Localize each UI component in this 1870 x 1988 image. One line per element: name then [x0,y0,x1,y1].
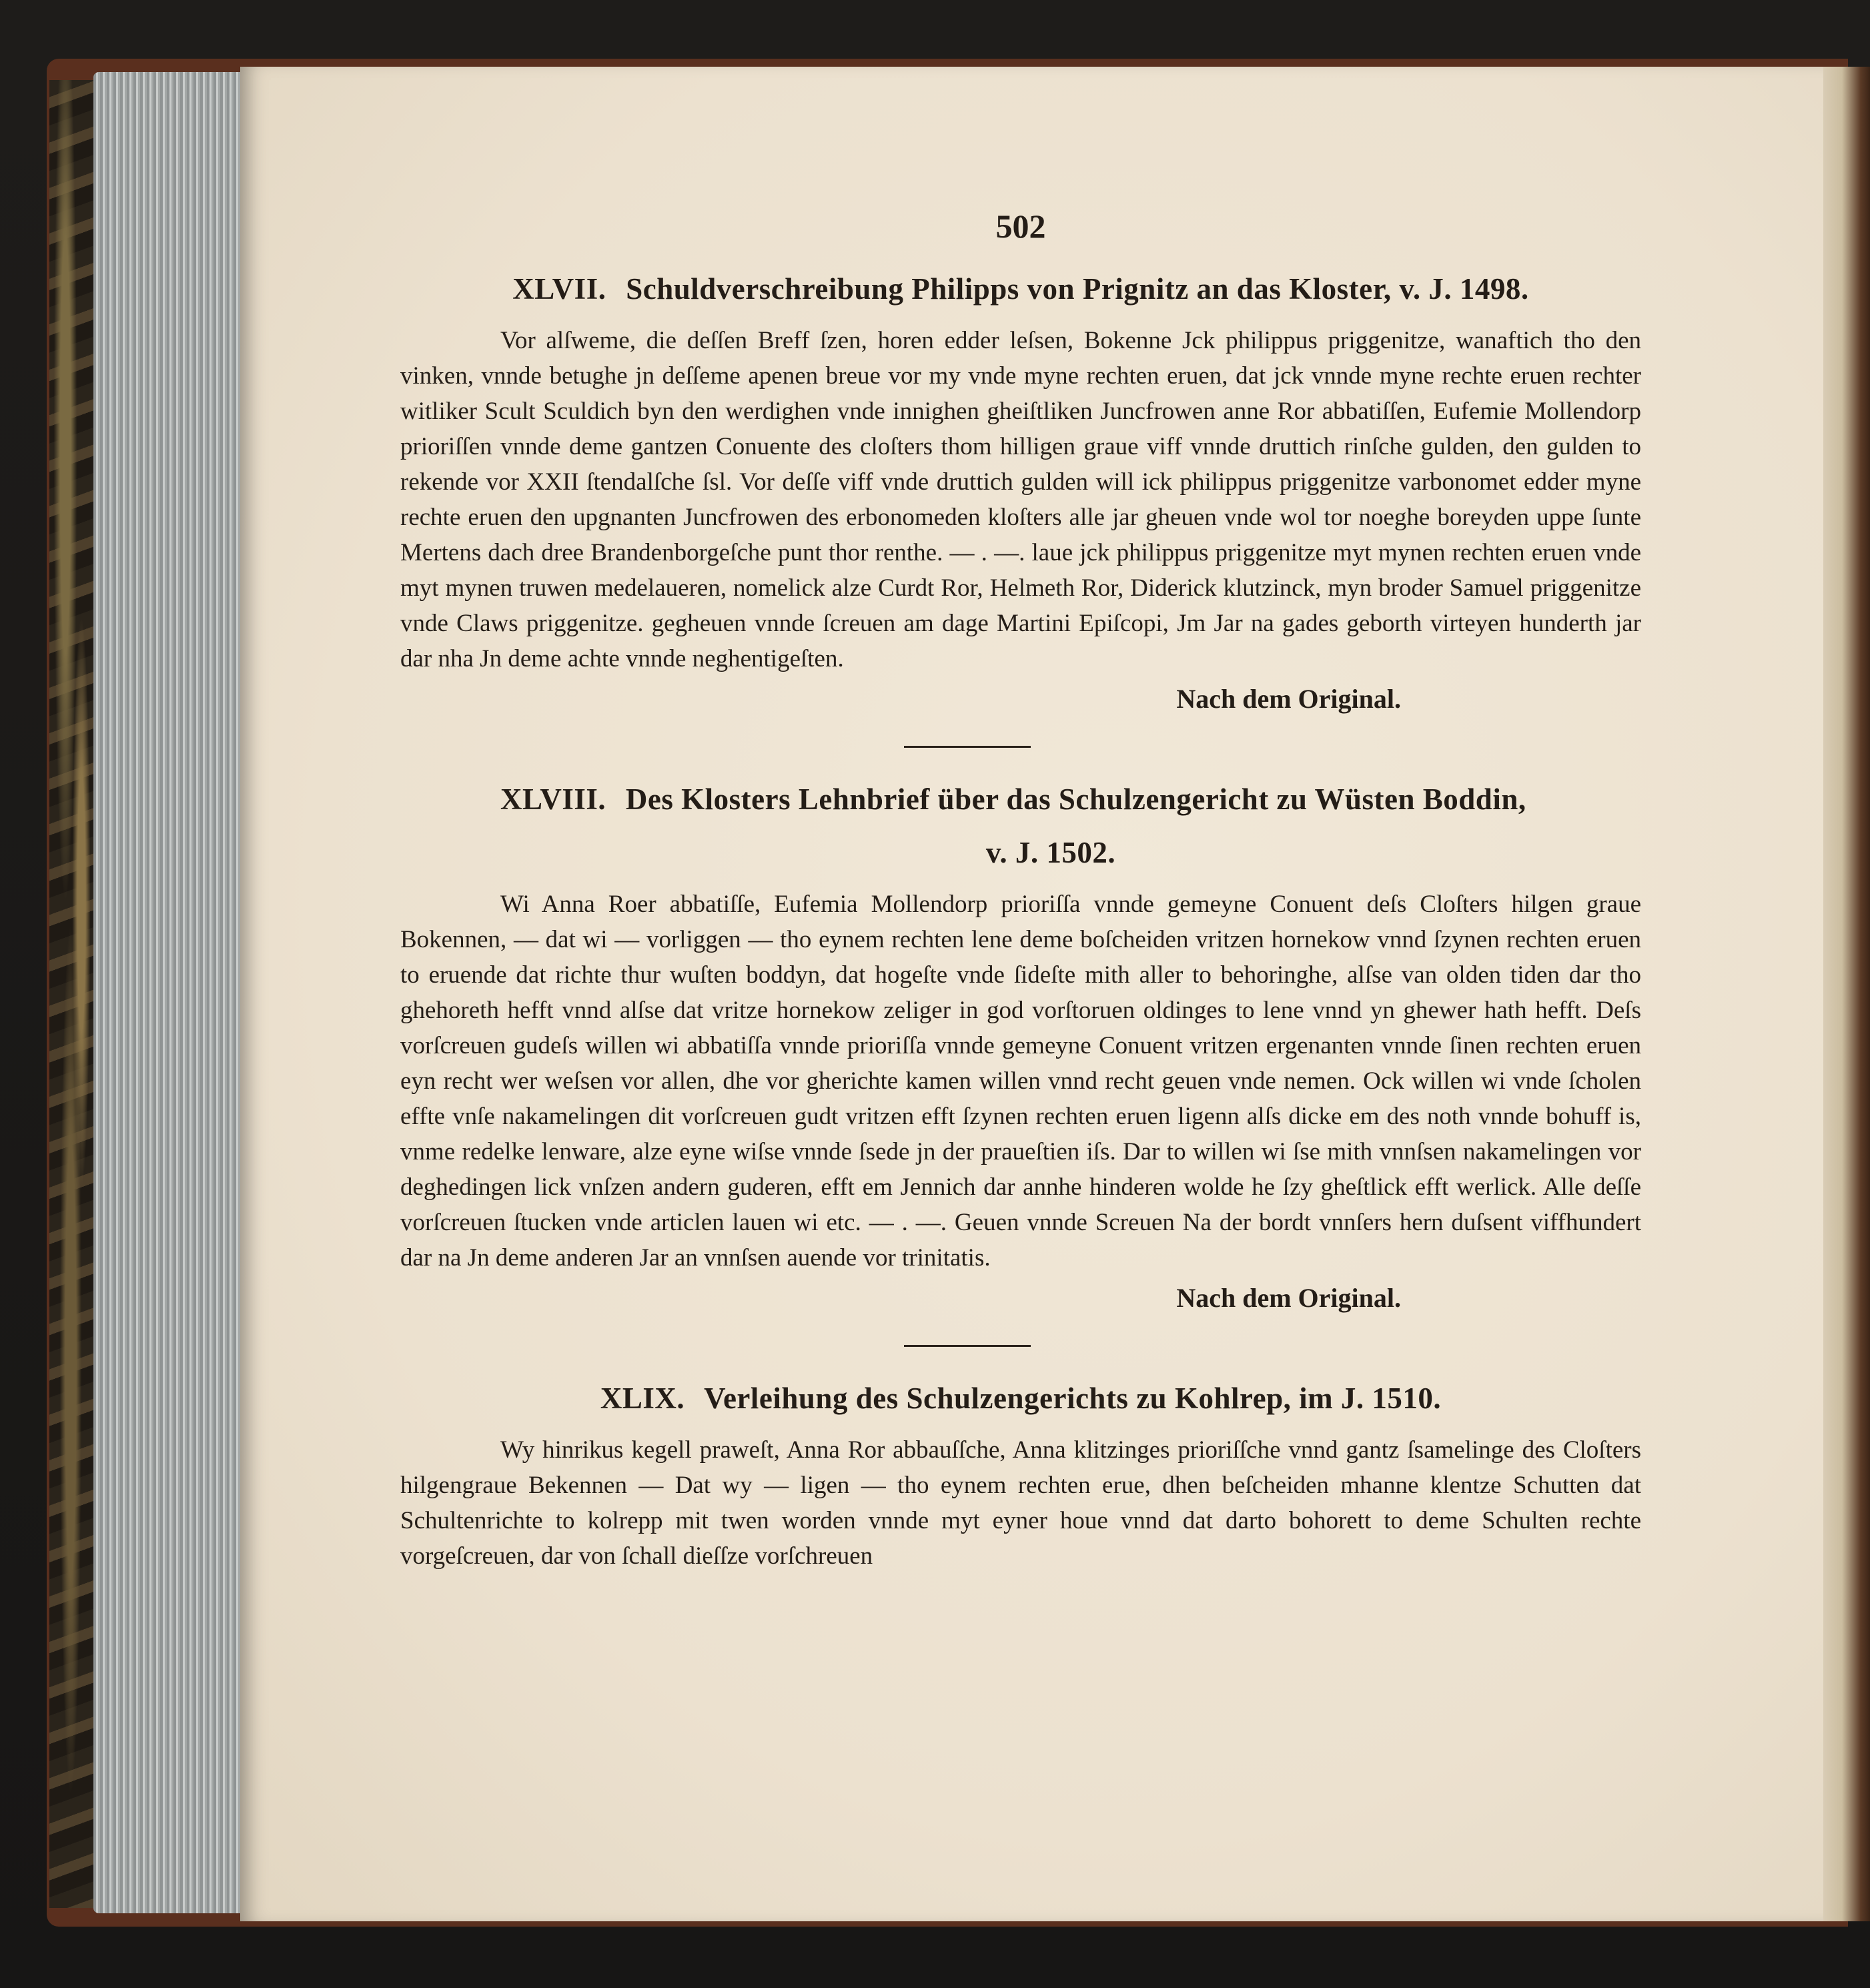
source-note: Nach dem Original. [1176,684,1401,714]
document-section-xlvii [400,270,1641,719]
section-body: Wi Anna Roer abbatiſſe, Eufemia Mollendorp prioriſſa vnnde gemeyne Conuent deſs Cloſters hilgen graue Bokennen, — dat wi — vorliggen — tho eynem rechten lene deme boſcheiden vritzen hornekow vnnd ſzynen rechten eruen to eruende dat richte thur wuſten boddyn, dat hogeſte vnde ſideſte mith aller to behoringhe, alſse van olden tiden dar tho ghehoreth hefft vnnd alſse dat vritze hornekow zeliger in god vorſtoruen oldinges to lene vnnd yn ghewer hath hefft. Deſs vorſcreuen gudeſs willen wi abbatiſſa vnnde prioriſſa vnnde gemeyne Conuent vritzen ergenanten vnnde ſinen rechten eruen eyn recht wer weſsen vor allen, dhe vor gherichte kamen willen vnnd recht geuen vnde nemen. Ock willen wi vnde ſcholen effte vnſe nakamelingen dit vorſcreuen gudt vritzen efft ſzynen rechten eruen ligenn alſs dicke em des noth vnnde bohuff is, vnme redelke lenware, alze eyne wiſse vnnde ſsede jn der praueſtien iſs. Dar to willen wi ſse mith vnnſsen nakamelingen vor deghedingen lick vnſzen andern guderen, efft em Jennich dar annhe hinderen wolde he ſzy gheſtlick efft werlick. Alle deſſe vorſcreuen ſtucken vnde articlen lauen wi etc. — . —. Geuen vnnde Screuen Na der bordt vnnſers hern duſsent viffhundert dar na Jn deme anderen Jar an vnnſsen auende vor trinitatis. [400,891,1641,1272]
document-section-xlviii [400,780,1641,1318]
section-divider [904,746,1031,748]
gutter-binding [1823,67,1870,1921]
section-title: Des Klosters Lehnbrief über das Schulzengericht zu Wüsten Boddin, [625,783,1526,816]
source-note: Nach dem Original. [1176,1283,1401,1313]
section-heading [400,1379,1641,1418]
section-heading-line2: v. J. 1502. [985,836,1116,869]
section-numeral: XLVIII. [500,783,606,816]
section-divider [904,1345,1031,1347]
section-body: Wy hinrikus kegell praweſt, Anna Ror abbauſſche, Anna klitzinges prioriſſche vnnd gantz ſsamelinge des Cloſters hilgengraue Bekennen — Dat wy — ligen — tho eynem rechten erue, dhen beſcheiden mhanne klentze Schutten dat Schultenrichte to kolrepp mit twen worden vnnde myt eyner houe vnnd dat darto bohorett to deme Schulten rechte vorgeſcreuen, dar von ſchall dieſſze vorſchreuen [400,1436,1641,1570]
section-body: Vor alſweme, die deſſen Breff ſzen, horen edder leſsen, Bokenne Jck philippus priggenitze, wanaftich tho den vinken, vnnde betughe jn deſſeme apenen breue vor my vnde myne rechten eruen, dat jck vnnde myne rechte eruen rechter witliker Scult Sculdich byn den werdighen vnde innighen gheiſtliken Juncfrowen anne Ror abbatiſſen, Eufemie Mollendorp prioriſſen vnnde deme gantzen Conuente des cloſters thom hilligen graue viff vnnde druttich rinſche gulden, den gulden to rekende vor XXII ſtendalſche ſsl. Vor deſſe viff vnde druttich gulden will ick philippus priggenitze varbonomet edder myne rechte eruen den upgnanten Juncfrowen des erbonomeden kloſters alle jar gheuen vnde wol tor noeghe boreyden uppe ſunte Mertens dach dree Brandenborgeſche punt thor renthe. — . —. laue jck philippus priggenitze myt mynen rechten eruen vnde myt mynen truwen medelaueren, nomelick alze Curdt Ror, Helmeth Ror, Diderick klutzinck, myn broder Samuel priggenitze vnde Claws priggenitze. gegheuen vnnde ſcreuen am dage Martini Epiſcopi, Jm Jar na gades geborth virteyen hunderth jar dar nha Jn deme achte vnnde neghentigeſten. [400,327,1641,672]
section-title: Schuldverschreibung Philipps von Prignitz an das Kloster, v. J. 1498. [626,272,1529,306]
page-stack-edges [93,72,260,1913]
section-numeral: XLIX. [600,1382,685,1415]
page-number: 502 [995,207,1046,245]
page-text-block [400,207,1641,1574]
section-title: Verleihung des Schulzengerichts zu Kohlrep, im J. 1510. [704,1382,1442,1415]
section-heading [400,270,1641,308]
section-heading [400,780,1641,819]
document-section-xlix [400,1379,1641,1574]
section-numeral: XLVII. [512,272,606,306]
